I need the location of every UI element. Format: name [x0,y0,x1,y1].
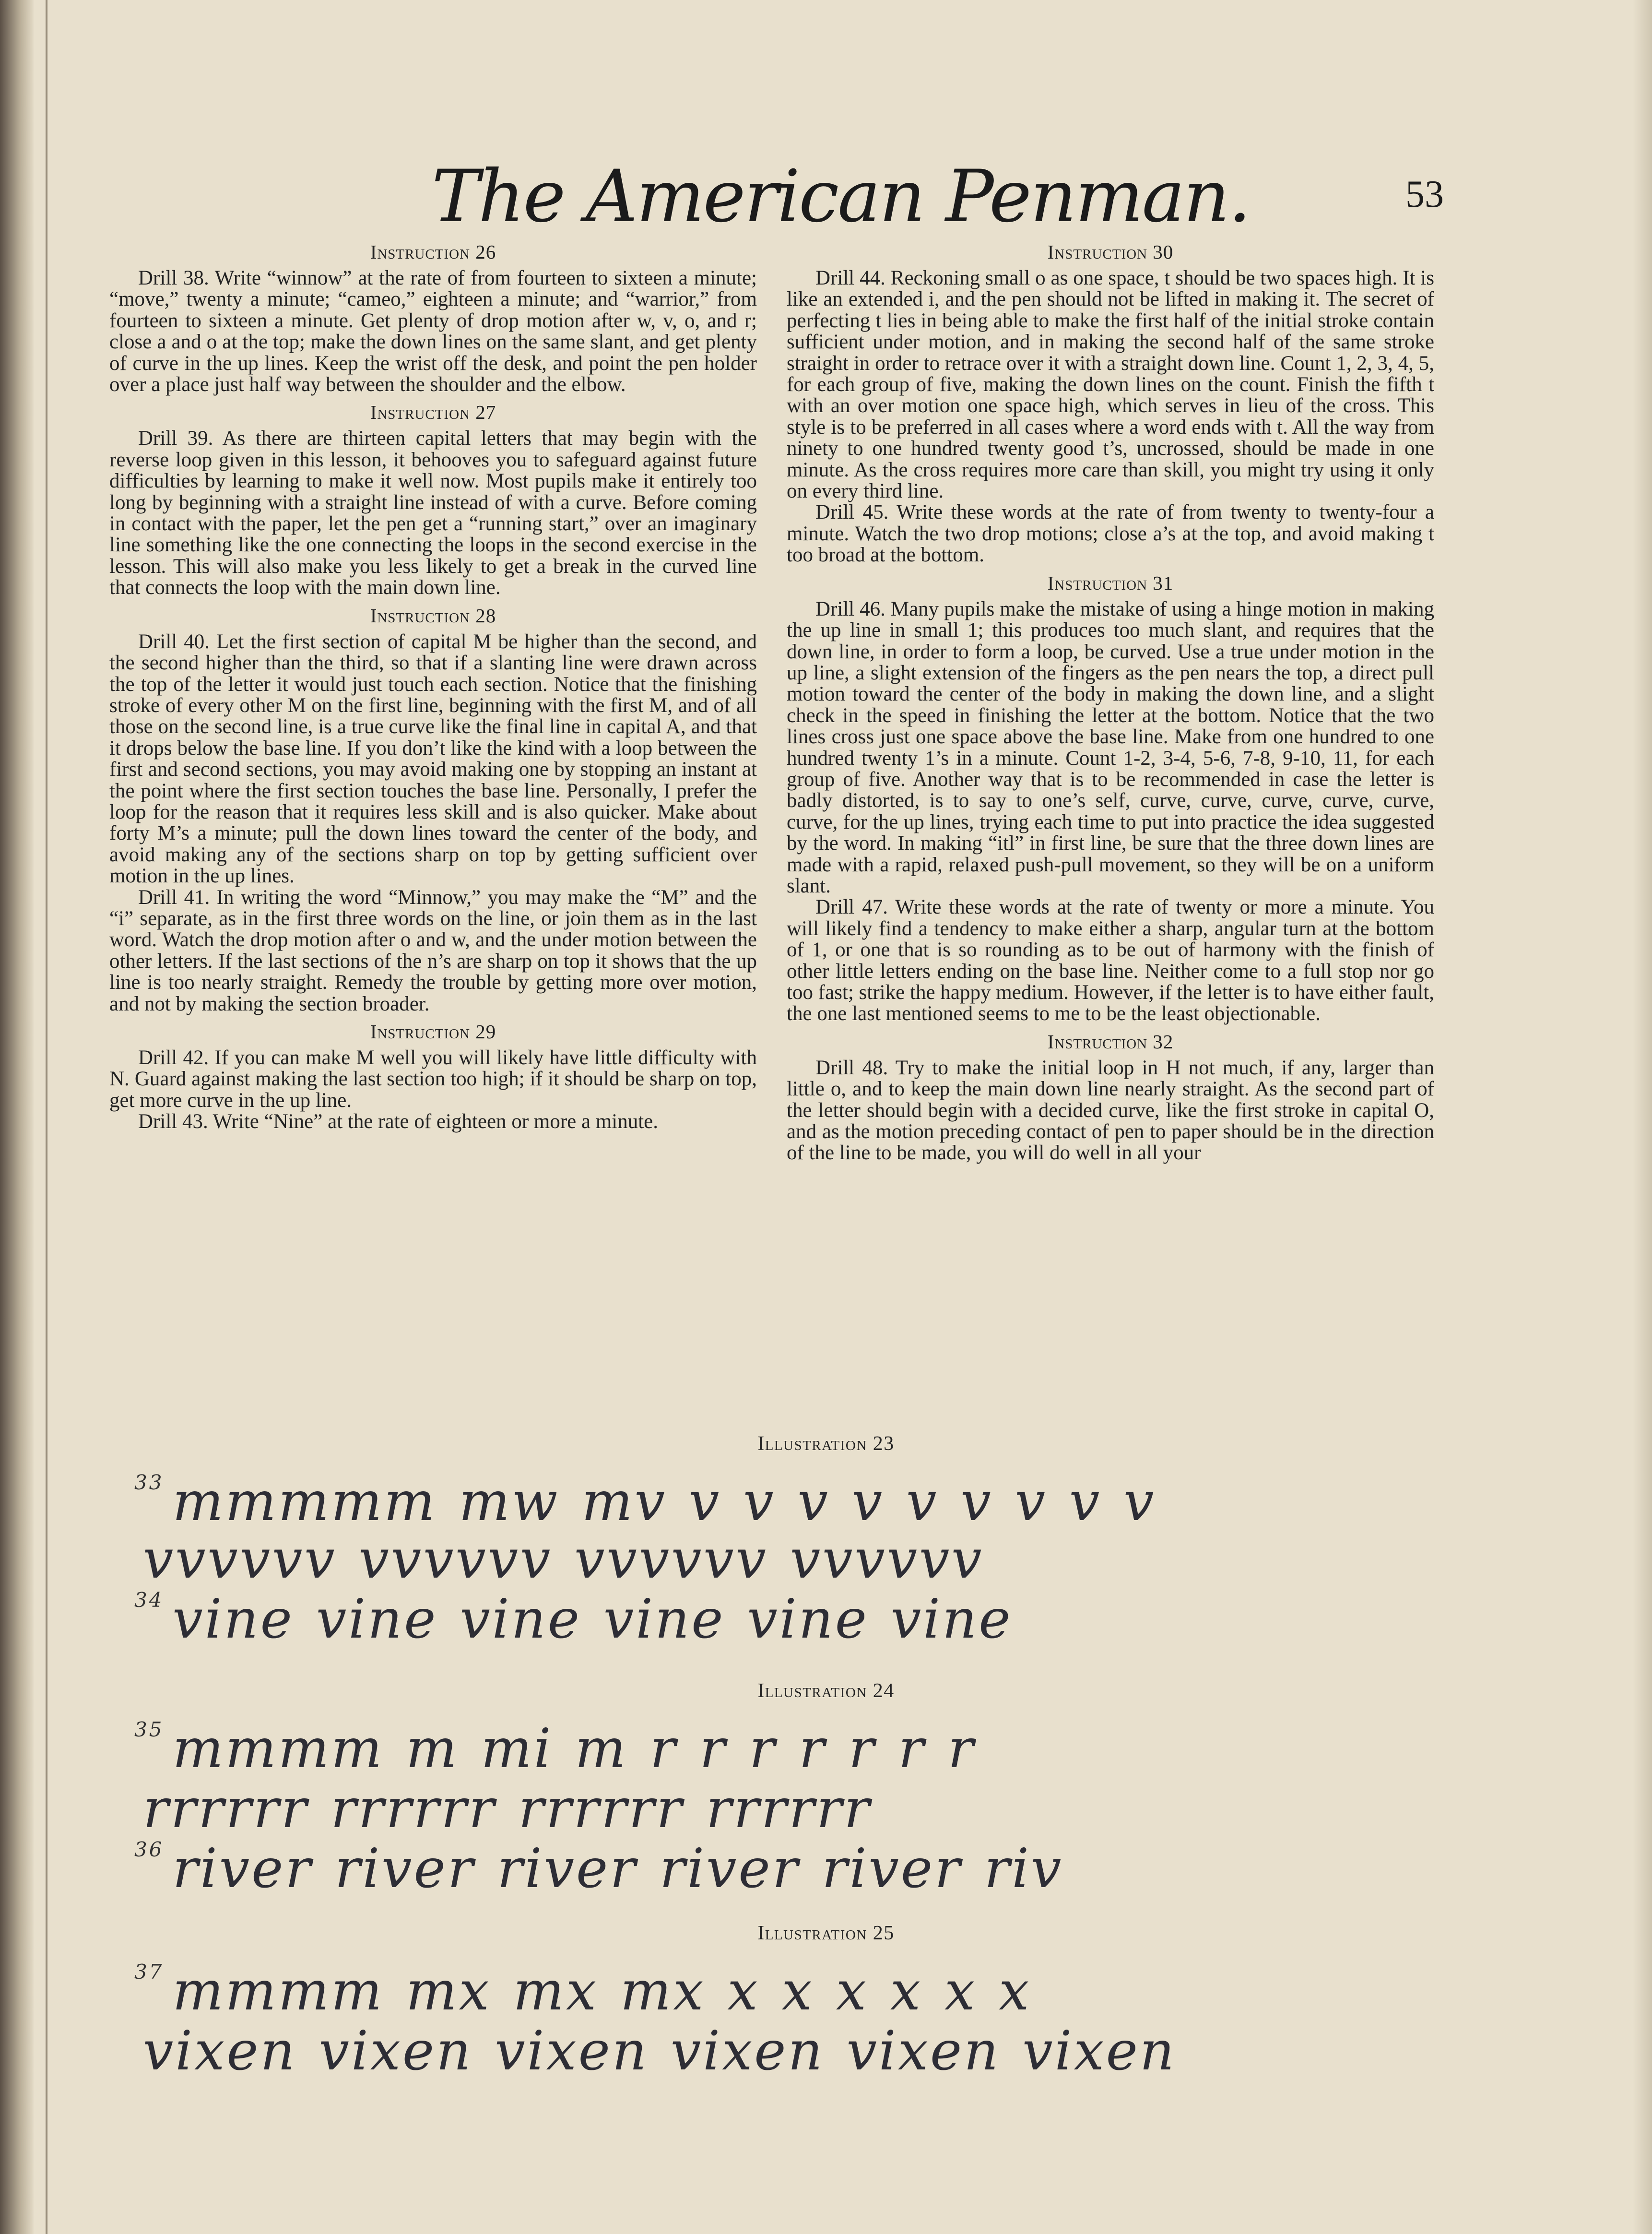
script-word: vvvvvv [143,1528,337,1591]
script-word: r [649,1718,678,1780]
script-word: mmmmm [172,1471,437,1533]
paragraph: Drill 47. Write these words at the rate of twenty or more a minute. You will likely find a tendency to make either a sharp, angular turn at the bottom of 1, or one that is so rounding as to be out of harmony with the finish of other little letters ending on the base line. Neither come to a full stop nor go too fast; strike the happy medium. However, if the letter is to have either fault, the one last mentioned seems to me to be the least objectionable. [787,896,1434,1025]
script-word: v [743,1471,776,1533]
script-exercise-row [134,2018,1429,2085]
binding-edge [46,0,47,2234]
script-exercise-row [134,1715,1429,1782]
script-exercise-row [134,1835,1429,1902]
script-word: x [836,1960,868,2022]
paragraph: Drill 44. Reckoning small o as one space, t should be two spaces high. It is like an extended i, and the pen should not be lifted in making it. The secret of perfecting t lies in being able to make the first half of the initial stroke contain sufficient under motion, and in making the second half of the same stroke straight in order to retrace over it with a straight down line. Count 1, 2, 3, 4, 5, for each group of five, making the down lines on the count. Finish the fifth t with an over motion one space high, which serves in lieu of the cross. This style is to be preferred in all cases where a word ends with t. All the way from ninety to one hundred twenty good t’s, uncrossed, should be made in one minute. As the cross requires more care than skill, you might try using it only on every third line. [787,267,1434,503]
script-word: river [497,1838,637,1900]
script-word: mx [406,1960,491,2022]
script-word: vine [316,1588,438,1651]
script-word: r [749,1718,777,1780]
script-word: mi [481,1718,553,1780]
script-word: v [689,1471,721,1533]
script-word: v [851,1471,885,1533]
script-exercise-row [134,1958,1429,2025]
script-word: vine [747,1588,869,1651]
script-word: vvvvvv [790,1528,984,1591]
section-heading: Instruction 27 [370,401,496,424]
script-word: rrrrrr [330,1778,496,1840]
script-word: vvvvvv [358,1528,553,1591]
script-word: mmmm [172,1718,384,1780]
script-word: vine [603,1588,725,1651]
script-word: v [797,1471,830,1533]
section-heading: Instruction 30 [1047,241,1174,263]
illustration-title: Illustration 23 [757,1433,895,1455]
script-word: vixen [1022,2020,1177,2082]
paragraph: Drill 42. If you can make M well you will likely have little difficulty with N. Guard against making the last section too high; if it should be sharp on top, get more curve in the up line. [109,1046,757,1112]
section-heading: Instruction 31 [1047,571,1174,594]
binding-shadow [0,0,34,2234]
script-word: vixen [319,2020,473,2082]
script-word: mv [581,1471,667,1533]
script-word: vixen [495,2020,649,2082]
left-column [109,235,757,1133]
paragraph: Drill 41. In writing the word “Minnow,” you may make the “M” and the “i” separate, as in the first three words on the line, or join them as in the last word. Watch the drop motion after o and w, and the under motion between the other letters. If the last sections of the n’s are sharp on top it shows that the up line is too nearly straight. Remedy the trouble by getting more over motion, and not by making the section broader. [109,886,757,1015]
paragraph: Drill 43. Write “Nine” at the rate of eighteen or more a minute. [138,1110,659,1133]
script-word: r [848,1718,876,1780]
script-word: river [172,1838,313,1900]
section-heading: Instruction 29 [370,1021,496,1043]
section-heading: Instruction 32 [1047,1030,1174,1053]
script-word: x [999,1960,1031,2022]
script-word: rrrrrr [143,1778,309,1840]
masthead-logo: The American Penman. [432,155,1250,238]
script-word: vine [460,1588,581,1651]
script-word: v [960,1471,993,1533]
page-edge [1633,0,1652,2234]
right-column [787,235,1434,1164]
paragraph: Drill 48. Try to make the initial loop in H not much, if any, larger than little o, and to keep the main down line nearly straight. As the second part of the letter should begin with a decided curve, like the first stroke in capital O, and as the motion preceding contact of pen to paper should be in the direction of the line to be made, you will do well in all your [787,1056,1434,1165]
script-word: mmmm [172,1960,384,2022]
section-heading: Instruction 28 [370,604,496,627]
script-word: v [1015,1471,1047,1533]
script-word: r [898,1718,926,1780]
script-word: m [406,1718,459,1780]
script-word: river [822,1838,962,1900]
illustration-title: Illustration 24 [757,1680,895,1702]
script-exercise-row [134,1526,1429,1593]
script-word: river [334,1838,475,1900]
section-heading: Instruction 26 [370,241,496,263]
script-exercise-row [134,1468,1429,1535]
exercise-number: 36 [134,1838,164,1861]
exercise-number: 37 [134,1960,164,1984]
script-word: v [1069,1471,1102,1533]
exercise-number: 34 [134,1588,164,1612]
script-word: x [781,1960,814,2022]
script-word: river [659,1838,800,1900]
script-word: r [947,1718,976,1780]
paragraph: Drill 46. Many pupils make the mistake of using a hinge motion in making the up line in small 1; this produces too much slant, and requires that the down line, in order to form a loop, be curved. Use a true under motion in the up line, a slight extension of the fingers as the pen nears the top, a direct pull motion toward the center of the body in making the down line, and a slight check in the speed in finishing the letter at the bottom. Notice that the two lines cross just one space above the base line. Make from one hundred to one hundred twenty 1’s in a minute. Count 1-2, 3-4, 5-6, 7-8, 9-10, 11, for each group of five. Another way that is to be recommended in case the letter is badly distorted, is to say to one’s self, curve, curve, curve, curve, curve, curve, for the up lines, trying each time to put into practice the idea suggested by the word. In making “itl” in first line, be sure that the three down lines are made with a rapid, relaxed push-pull movement, so they will be on a uniform slant. [787,597,1434,897]
paragraph: Drill 45. Write these words at the rate of from twenty to twenty-four a minute. Watch the two drop motions; close a’s at the top, and avoid making t too broad at the bottom. [787,501,1434,567]
script-word: riv [984,1838,1063,1900]
illustration-title: Illustration 25 [757,1922,895,1944]
script-word: v [1123,1471,1156,1533]
script-word: r [799,1718,826,1780]
page-number: 53 [1405,173,1444,215]
script-word: vixen [846,2020,1001,2082]
script-word: vine [172,1588,294,1651]
script-word: vvvvvv [574,1528,768,1591]
script-word: v [906,1471,939,1533]
exercise-number: 33 [134,1471,164,1494]
script-word: mx [620,1960,706,2022]
script-word: vixen [143,2020,297,2082]
script-word: x [890,1960,923,2022]
script-word: rrrrrr [706,1778,872,1840]
script-word: r [699,1718,727,1780]
paragraph: Drill 40. Let the first section of capital M be higher than the second, and the second higher than the third, so that if a slanting line were drawn across the top of the letter it would just touch each section. Notice that the finishing stroke of every other M on the first line, beginning with the first M, and of all those on the second line, is a true curve like the final line in capital A, and that it drops below the base line. If you don’t like the kind with a loop between the first and second sections, you may avoid making one by stopping an instant at the point where the first section touches the base line. Personally, I prefer the loop for the reason that it requires less skill and is also quicker. Make about forty M’s a minute; pull the down lines toward the center of the body, and avoid making any of the sections sharp on top by getting sufficient over motion in the up lines. [109,630,757,888]
paragraph: Drill 39. As there are thirteen capital letters that may begin with the reverse loop given in this lesson, it behooves you to safeguard against future difficulties by learning to make it well now. Most pupils make it entirely too long by beginning with a straight line instead of with a curve. Before coming in contact with the paper, let the pen get a “running start,” over an imaginary line something like the one connecting the loops in the second exercise in the lesson. This will also make you less likely to get a break in the curved line that connects the loop with the main down line. [109,427,757,599]
script-word: rrrrrr [518,1778,684,1840]
script-word: mw [459,1471,560,1533]
script-word: mx [513,1960,599,2022]
script-word: x [727,1960,760,2022]
script-word: x [944,1960,977,2022]
exercise-number: 35 [134,1718,164,1741]
script-exercise-row [134,1586,1429,1653]
script-word: vixen [671,2020,825,2082]
script-exercise-row [134,1775,1429,1842]
paragraph: Drill 38. Write “winnow” at the rate of from fourteen to sixteen a minute; “move,” twenty a minute; “cameo,” eighteen a minute; and “warrior,” from fourteen to sixteen a minute. Get plenty of drop motion after w, v, o, and r; close a and o at the top; make the down lines on the same slant, and get plenty of curve in the up lines. Keep the wrist off the desk, and point the pen holder over a place just half way between the shoulder and the elbow. [109,267,757,396]
script-word: m [575,1718,628,1780]
script-word: vine [891,1588,1013,1651]
